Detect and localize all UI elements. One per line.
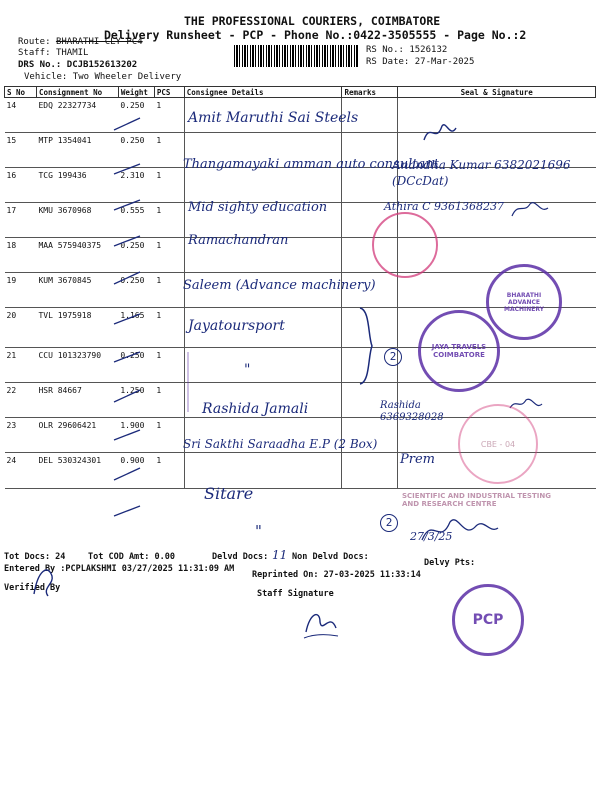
row-consignment: DEL 530324301: [36, 453, 118, 489]
hand-consignee: Amit Maruthi Sai Steels: [188, 110, 359, 126]
row-consignment: MAA 575940375: [36, 238, 118, 273]
hand-consignee: Saleem (Advance machinery): [183, 278, 376, 293]
row-pcs: 1: [154, 168, 184, 203]
row-weight: 2.310: [118, 168, 154, 203]
row-sno: 22: [5, 383, 37, 418]
staff-signature-icon: [300, 604, 340, 640]
delvd-docs-hand: 11: [272, 548, 288, 562]
row-sno: 23: [5, 418, 37, 453]
row-sno: 21: [5, 348, 37, 383]
row-weight: 0.250: [118, 238, 154, 273]
hand-consignee: Ramachandran: [188, 233, 289, 248]
drs-label: DRS No.:: [18, 60, 62, 70]
row-pcs: 1: [154, 308, 184, 348]
col-consignee: Consignee Details: [184, 87, 342, 98]
brace-icon: [356, 306, 380, 386]
row-weight: 0.250: [118, 133, 154, 168]
pcp-stamp-text: PCP: [472, 612, 504, 628]
row-consignee: [184, 348, 342, 383]
pcp-stamp: [452, 584, 524, 656]
route-line: [18, 37, 143, 47]
route-label: Route:: [18, 37, 51, 47]
row-sno: 24: [5, 453, 37, 489]
staff-line: [18, 48, 88, 58]
verified-by: Verified By: [4, 583, 61, 593]
row-pcs: 1: [154, 453, 184, 489]
delvy-pts: Delvy Pts:: [424, 558, 476, 568]
row-weight: 0.250: [118, 348, 154, 383]
hand-consignee: ": [244, 362, 251, 378]
row-pcs: 1: [154, 133, 184, 168]
hand-signature: Anandha Kumar 6382021696 (DCcDat): [392, 158, 571, 188]
col-sno: S No: [5, 87, 37, 98]
row-weight: 0.250: [118, 273, 154, 308]
row-sno: 20: [5, 308, 37, 348]
row-weight: 1.250: [118, 383, 154, 418]
circled-count: 2: [384, 348, 402, 366]
company-title: THE PROFESSIONAL COURIERS, COIMBATORE: [184, 14, 441, 28]
signature-scribble-icon: [510, 196, 550, 222]
hand-signature: Athira C 9361368237: [384, 200, 504, 213]
row-sno: 15: [5, 133, 37, 168]
hand-consignee: Rashida Jamali: [202, 401, 309, 417]
hand-consignee: ": [255, 522, 262, 540]
cbe-stamp: [458, 404, 538, 484]
stamp-strip: [182, 352, 194, 412]
row-pcs: 1: [154, 273, 184, 308]
hand-date-note: 27/3/25: [410, 530, 453, 543]
hand-consignee: Thangamayaki amman auto consultant: [183, 157, 439, 172]
row-weight: 1.165: [118, 308, 154, 348]
table-header-row: [5, 87, 596, 98]
rs-date: RS Date: 27-Mar-2025: [366, 57, 475, 67]
row-sno: 16: [5, 168, 37, 203]
route-value: BHARATHI CLY PC4: [55, 37, 143, 47]
reprinted-on: Reprinted On: 27-03-2025 11:33:14: [252, 570, 421, 580]
row-pcs: 1: [154, 98, 184, 133]
sitare-stamp-text: SCIENTIFIC AND INDUSTRIAL TESTING AND RESEARCH CENTRE: [402, 492, 551, 508]
row-sno: 17: [5, 203, 37, 238]
hand-consignee: Sitare: [204, 484, 254, 503]
vehicle-value: Two Wheeler Delivery: [72, 72, 182, 82]
runsheet-title: Delivery Runsheet - PCP - Phone No.:0422-3505555 - Page No.:2: [104, 28, 527, 42]
drs-value: DCJB152613202: [66, 60, 138, 70]
staff-value: THAMIL: [55, 48, 89, 58]
pink-stamp: [372, 212, 438, 278]
row-consignment: MTP 1354041: [36, 133, 118, 168]
bharathi-stamp: [486, 264, 562, 340]
row-weight: 1.900: [118, 418, 154, 453]
row-consignment: TCG 199436: [36, 168, 118, 203]
row-consignee: [184, 168, 342, 203]
entered-by: Entered By :PCPLAKSHMI 03/27/2025 11:31:09 AM: [4, 564, 235, 574]
drs-line: [18, 60, 137, 70]
col-consignment: Consignment No: [36, 87, 118, 98]
vehicle-line: [24, 72, 181, 82]
row-sno: 14: [5, 98, 37, 133]
staff-label: Staff:: [18, 48, 51, 58]
row-remarks: [342, 453, 398, 489]
verified-signature-icon: [28, 560, 68, 600]
staff-signature-label: Staff Signature: [257, 589, 334, 599]
row-weight: 0.555: [118, 203, 154, 238]
tick-marks: [110, 112, 180, 542]
tot-cod: Tot COD Amt: 0.00: [88, 552, 175, 562]
row-pcs: 1: [154, 383, 184, 418]
row-consignment: HSR 84667: [36, 383, 118, 418]
row-weight: 0.900: [118, 453, 154, 489]
table-row: [5, 348, 596, 383]
jaya-stamp: [418, 310, 500, 392]
signature-scribble-icon: [420, 118, 460, 148]
signature-scribble-icon: [420, 510, 500, 550]
col-weight: Weight: [118, 87, 154, 98]
row-consignment: KMU 3670968: [36, 203, 118, 238]
row-sno: 18: [5, 238, 37, 273]
cbe-stamp-text: CBE - 04: [480, 439, 516, 449]
hand-signature-prem: Prem: [400, 452, 435, 467]
row-pcs: 1: [154, 238, 184, 273]
jaya-stamp-text: JAYA TRAVELS COIMBATORE: [431, 343, 487, 359]
row-weight: 0.250: [118, 98, 154, 133]
row-pcs: 1: [154, 203, 184, 238]
delvd-docs: Delvd Docs:: [212, 552, 269, 562]
col-seal-signature: Seal & Signature: [398, 87, 596, 98]
row-sno: 19: [5, 273, 37, 308]
col-remarks: Remarks: [342, 87, 398, 98]
rs-number: RS No.: 1526132: [366, 45, 448, 55]
bharathi-stamp-text: BHARATHI ADVANCE MACHINERY: [503, 291, 545, 313]
row-consignment: KUM 3670845: [36, 273, 118, 308]
row-pcs: 1: [154, 418, 184, 453]
row-remarks: [342, 168, 398, 203]
tot-docs: Tot Docs: 24: [4, 552, 66, 562]
vehicle-label: Vehicle:: [24, 72, 68, 82]
hand-consignee: Jayatoursport: [188, 318, 285, 334]
row-pcs: 1: [154, 348, 184, 383]
row-consignment: CCU 101323790: [36, 348, 118, 383]
hand-consignee: Mid sighty education: [188, 200, 328, 215]
non-delvd-docs: Non Delvd Docs:: [292, 552, 369, 562]
barcode: [234, 45, 358, 67]
row-consignment: OLR 29606421: [36, 418, 118, 453]
col-pcs: PCS: [154, 87, 184, 98]
hand-consignee: Sri Sakthi Saraadha E.P (2 Box): [183, 437, 378, 451]
hand-signature: Rashida 6369328028: [380, 400, 444, 423]
row-consignment: TVL 1975918: [36, 308, 118, 348]
row-consignment: EDQ 22327734: [36, 98, 118, 133]
circled-count: 2: [380, 514, 398, 532]
